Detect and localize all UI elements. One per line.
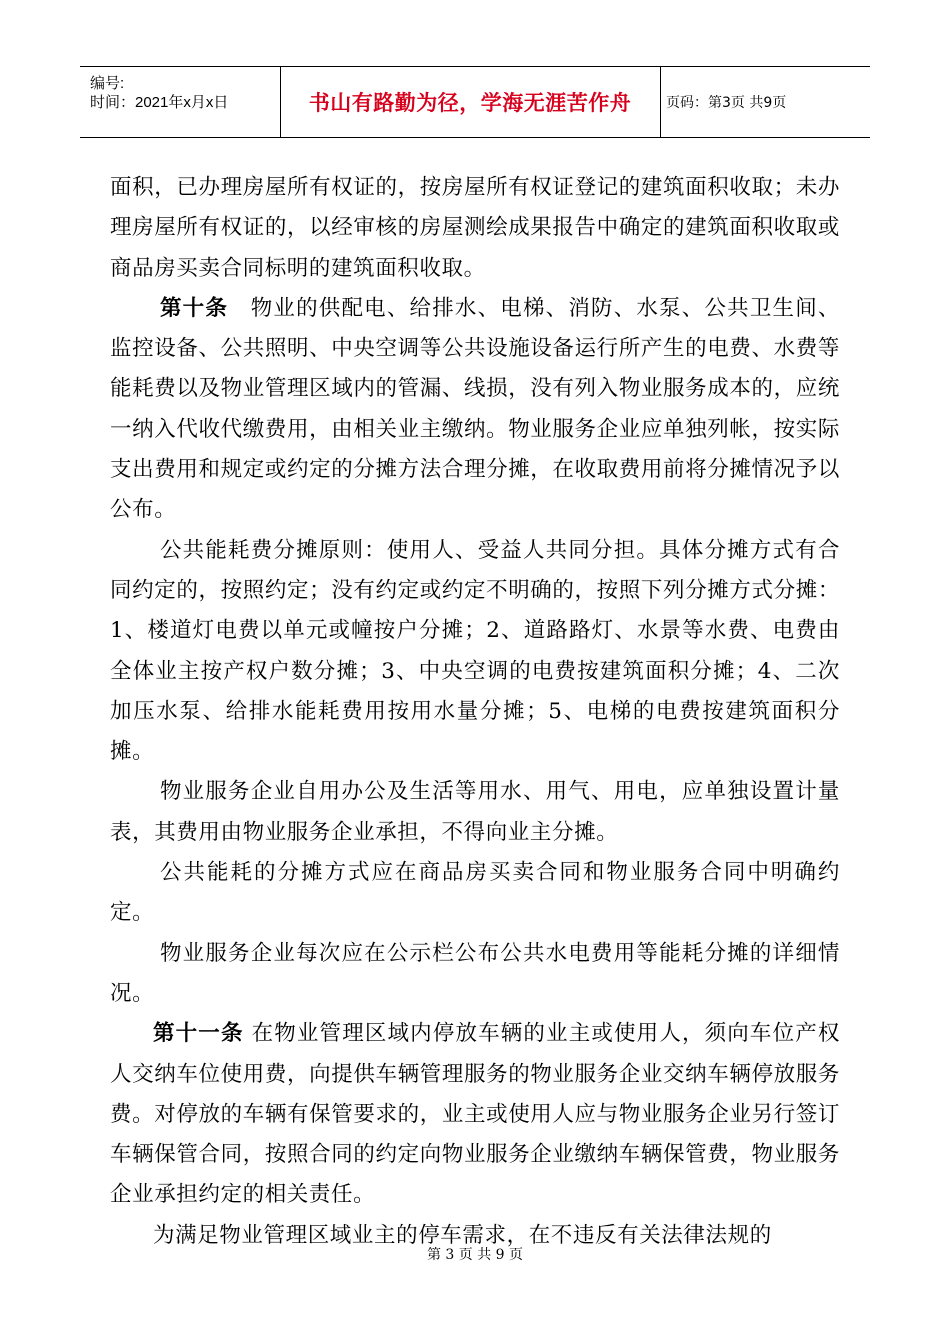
article-11-title: 第十一条	[153, 1021, 244, 1047]
document-date-label: 时间：2021年x月x日	[90, 94, 229, 111]
header-motto-cell	[280, 67, 661, 137]
paragraph-self-use-metering: 物业服务企业自用办公及生活等用水、用气、用电，应单独设置计量表，其费用由物业服务企业承担，不得向业主分摊。	[110, 779, 840, 845]
paragraph-continuation: 面积，已办理房屋所有权证的，按房屋所有权证登记的建筑面积收取；未办理房屋所有权证的，以经审核的房屋测绘成果报告中确定的建筑面积收取或商品房买卖合同标明的建筑面积收取。	[110, 175, 840, 281]
paragraph-contract-agreement: 公共能耗的分摊方式应在商品房买卖合同和物业服务合同中明确约定。	[110, 860, 840, 926]
header-motto: 书山有路勤为径，学海无涯苦作舟	[308, 91, 632, 115]
header-meta	[80, 67, 281, 137]
article-10-paragraph	[110, 289, 840, 531]
article-10-title: 第十条	[160, 295, 229, 321]
paragraph-parking-demand: 为满足物业管理区域业主的停车需求，在不违反有关法律法规的	[153, 1222, 772, 1248]
paragraph-allocation-principle: 公共能耗费分摊原则：使用人、受益人共同分担。具体分摊方式有合同约定的，按照约定；没有约定或约定不明确的，按照下列分摊方式分摊： 1、楼道灯电费以单元或幢按户分摊；2、道路路灯、水景等水费、电费由全体业主按产权户数分摊；3、中央空调的电费按建筑面积分摊；4、二次加压水泵、给排水能耗费用按用水量分摊；5、电梯的电费按建筑面积分摊。	[110, 537, 840, 765]
article-11-paragraph	[110, 1014, 840, 1215]
header-page-label: 页码：第3页 共9页	[666, 95, 787, 111]
article-11-text: 在物业管理区域内停放车辆的业主或使用人，须向车位产权人交纳车位使用费，向提供车辆管理服务的物业服务企业交纳车辆停放服务费。对停放的车辆有保管要求的，业主或使用人应与物业服务企业另行签订车辆保管合同，按照合同的约定向物业服务企业缴纳车辆保管费，物业服务企业承担约定的相关责任。	[110, 1021, 840, 1208]
article-10-text: 物业的供配电、给排水、电梯、消防、水泵、公共卫生间、监控设备、公共照明、中央空调等公共设施设备运行所产生的电费、水费等能耗费以及物业管理区域内的管漏、线损，没有列入物业服务成本的，应统一纳入代收代缴费用，由相关业主缴纳。物业服务企业应单独列帐，按实际支出费用和规定或约定的分摊方法合理分摊，在收取费用前将分摊情况予以公布。	[110, 295, 840, 523]
page-header	[80, 66, 870, 138]
document-body	[110, 168, 840, 1256]
document-number-label: 编号:	[90, 75, 125, 92]
footer-page-number: 第 3 页 共 9 页	[426, 1247, 524, 1263]
page-footer	[0, 1244, 950, 1264]
header-page-cell	[660, 67, 876, 137]
paragraph-public-disclosure: 物业服务企业每次应在公示栏公布公共水电费用等能耗分摊的详细情况。	[110, 940, 840, 1006]
